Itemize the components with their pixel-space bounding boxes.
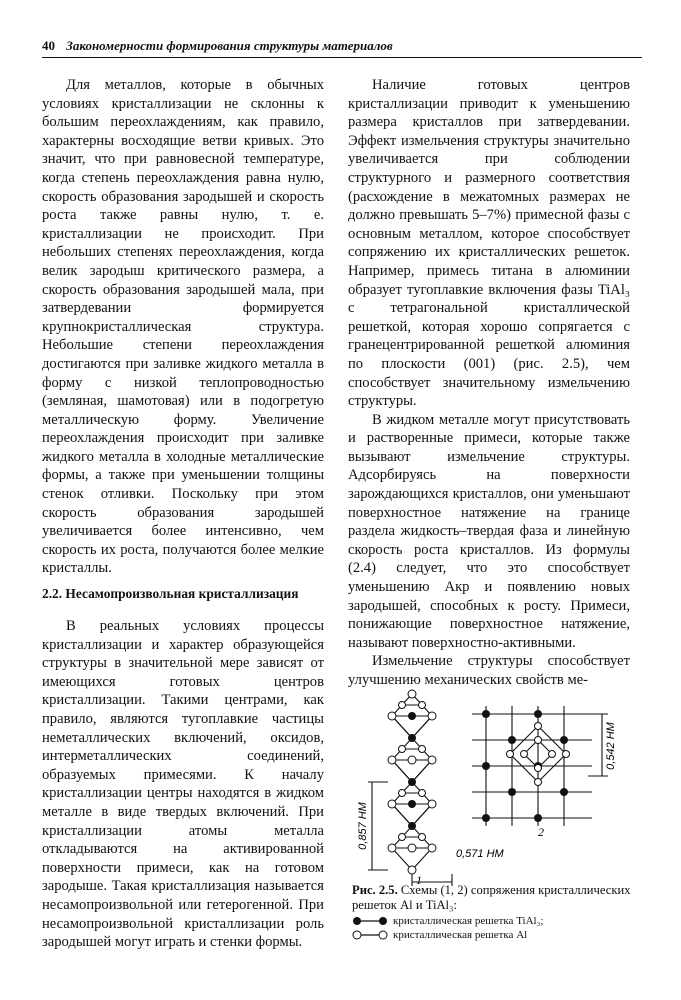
- running-header: [42, 38, 642, 58]
- figure-legend: [352, 914, 642, 942]
- scheme-1: [368, 694, 452, 886]
- scheme-1-label: 1: [416, 873, 422, 886]
- page-number: 40: [42, 38, 55, 53]
- figure-caption: [352, 883, 642, 942]
- dim-left-label: 0,857 НМ: [357, 802, 369, 850]
- lattice-diagram: [352, 676, 642, 886]
- lattice-figure: [352, 676, 642, 886]
- section-body: [42, 617, 324, 952]
- legend-tial3-text: кристаллическая решетка TiAl₃;: [393, 915, 544, 927]
- section-title: 2.2. Несамопроизвольная кристаллизация: [42, 586, 299, 601]
- scheme-1-atoms: [388, 690, 436, 874]
- left-column: [42, 76, 324, 578]
- hollow-atoms-icon: [352, 930, 388, 940]
- right-paragraph-3: Измельчение структуры способствует улучшению механических свойств ме-: [348, 653, 630, 688]
- caption-text: Схемы (1, 2) сопряжения кристаллических решеток Al и TiAl₃:: [352, 883, 631, 912]
- right-column: [348, 76, 630, 690]
- legend-row-al: [352, 928, 642, 942]
- right-paragraph-2: В жидком металле могут присутствовать и растворенные примеси, которые также вызывают измельчение структуры. Адсорбируясь на поверхности зарождающихся кристаллов, они уменьшают поверхностное натяжение на границе раздела жидкость–твердая фаза и линейную скорость роста кристаллов. Из формулы (2.4) следует, что это способствует уменьшению Aкр и появлению новых зародышей, способных к росту. Примеси, понижающие поверхностное натяжение, называют поверхностно-активными.: [348, 411, 630, 651]
- left-paragraph-1: Для металлов, которые в обычных условиях кристаллизации не склонны к большим переохлаждениям, как правило, характерны восходящие ветви кривых. Это значит, что при равновесной температуре, когда степень переохлаждения равна нулю, скорость образования зародышей и скорость роста также равны нулю, т. е. кристаллизации не происходит. При небольших степенях переохлаждения, когда велик зародыш критического размера, а скорость образования зародышей мала, при затвердевании формируется крупнокристаллическая структура. Небольшие степени переохлаждения достигаются при заливке жидкого металла в форму с низкой теплопроводностью (земляная, шамотовая) или в подогретую металлическую форму. Увеличение переохлаждения происходит при заливке жидкого металла в холодные металлические формы, а также при уменьшении толщины стенок отливки. Поскольку при этом скорость образования зародышей увеличивается более интенсивно, чем скорость их роста, получаются более мелкие кристаллы.: [42, 77, 324, 577]
- right-paragraph-1: Наличие готовых центров кристаллизации приводит к уменьшению размера кристаллов при затвердевании. Эффект измельчения структуры значительно увеличивается при соблюдении структурного и размерного соответствия (расхождение в межатомных размерах не должно превышать 5–7%) примесной фазы с основным металлом, которое способствует сопряжению их кристаллических решеток. Например, примесь титана в алюминии образует тугоплавкие включения фазы TiAl₃ с тетрагональной кристаллической решеткой, которая хорошо сопрягается с гранецентрированной решеткой алюминия по плоскости (001) (рис. 2.5), чем способствует значительному измельчению структуры.: [348, 77, 630, 410]
- legend-row-tial3: [352, 914, 642, 928]
- scheme-2-label: 2: [538, 825, 544, 839]
- legend-al-text: кристаллическая решетка Al: [393, 929, 528, 941]
- caption-label: Рис. 2.5.: [352, 883, 398, 897]
- filled-atoms-icon: [352, 916, 388, 926]
- running-title: Закономерности формирования структуры материалов: [66, 38, 393, 53]
- dim-bottom-label: 0,571 НМ: [456, 848, 504, 860]
- section-paragraph: В реальных условиях процессы кристаллизации и характер образующейся структуры в значительной мере зависят от имеющихся готовых центров кристаллизации. Такими центрами, как правило, являются тугоплавкие частицы неметаллических включений, оксидов, интерметаллических соединений, образуемых примесями. К началу кристаллизации центры находятся в жидком металле в виде твердых включений. При кристаллизации атомы металла откладываются на активированной поверхности примеси, как на готовом зародыше. Такая кристаллизация называется несамопроизвольной или гетерогенной. При несамопроизвольной кристаллизации роль зародышей могут играть и стенки формы.: [42, 618, 324, 951]
- dim-top-label: 0,542 НМ: [605, 722, 617, 770]
